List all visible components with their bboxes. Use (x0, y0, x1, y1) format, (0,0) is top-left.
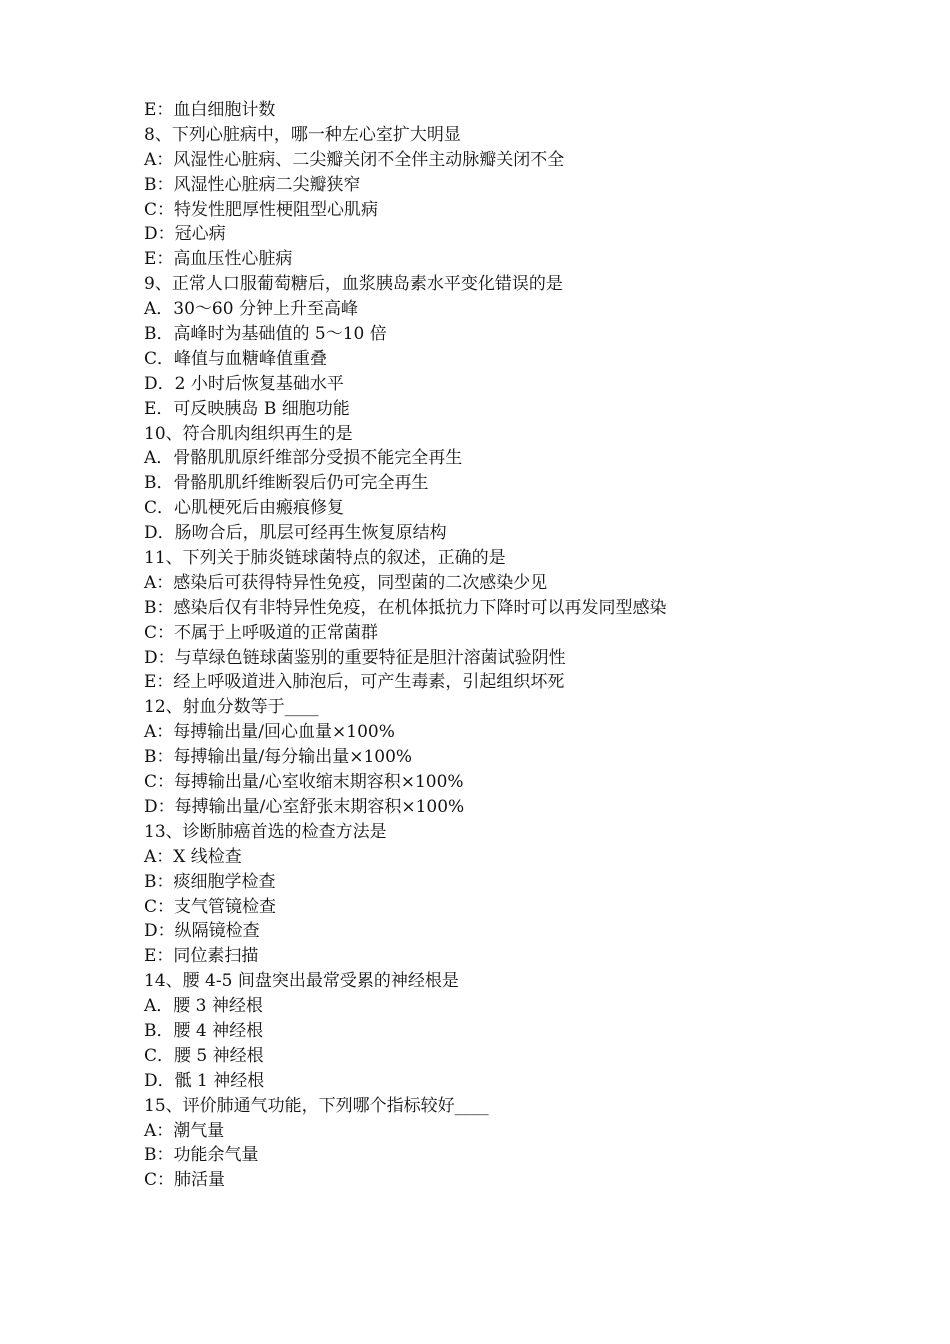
text-line: 13、诊断肺癌首选的检查方法是 (144, 821, 387, 842)
question-text-block (144, 98, 824, 1193)
text-line: B：功能余气量 (144, 1145, 259, 1166)
text-line: A：每搏输出量/回心血量×100% (144, 722, 395, 743)
text-line: B．腰 4 神经根 (144, 1020, 264, 1041)
text-line: B：感染后仅有非特异性免疫，在机体抵抗力下降时可以再发同型感染 (144, 597, 667, 618)
text-line: 9、正常人口服葡萄糖后，血浆胰岛素水平变化错误的是 (144, 274, 563, 295)
text-line: C．腰 5 神经根 (144, 1045, 264, 1066)
text-line: C：肺活量 (144, 1170, 226, 1191)
text-line: A：感染后可获得特异性免疫，同型菌的二次感染少见 (144, 572, 548, 593)
text-line: A．腰 3 神经根 (144, 996, 263, 1017)
text-line: D：冠心病 (144, 224, 226, 245)
text-line: C：特发性肥厚性梗阻型心肌病 (144, 199, 379, 220)
text-line: B：痰细胞学检查 (144, 871, 276, 892)
text-line: B．高峰时为基础值的 5～10 倍 (144, 324, 387, 345)
text-line: D．2 小时后恢复基础水平 (144, 373, 344, 394)
text-line: B：每搏输出量/每分输出量×100% (144, 747, 413, 768)
text-line: E：高血压性心脏病 (144, 249, 293, 270)
text-line: 10、符合肌肉组织再生的是 (144, 423, 353, 444)
text-line: D：纵隔镜检查 (144, 921, 260, 942)
text-line: A：潮气量 (144, 1120, 225, 1141)
text-line: E：血白细胞计数 (144, 100, 276, 120)
text-line: A．骨骼肌肌原纤维部分受损不能完全再生 (144, 448, 463, 469)
text-line: C：每搏输出量/心室收缩末期容积×100% (144, 772, 464, 793)
text-line: E：经上呼吸道进入肺泡后，可产生毒素，引起组织坏死 (144, 672, 565, 693)
text-line: B：风湿性心脏病二尖瓣狭窄 (144, 174, 361, 195)
text-line: A．30～60 分钟上升至高峰 (144, 299, 358, 320)
text-line: B．骨骼肌肌纤维断裂后仍可完全再生 (144, 473, 429, 494)
text-line: 11、下列关于肺炎链球菌特点的叙述，正确的是 (144, 548, 506, 569)
text-line: D．肠吻合后，肌层可经再生恢复原结构 (144, 523, 447, 544)
text-line: 12、射血分数等于____ (144, 697, 319, 718)
text-line: E．可反映胰岛 B 细胞功能 (144, 398, 350, 419)
text-line: 15、评价肺通气功能，下列哪个指标较好____ (144, 1095, 489, 1116)
text-line: D：每搏输出量/心室舒张末期容积×100% (144, 796, 465, 817)
text-line: 8、下列心脏病中，哪一种左心室扩大明显 (144, 124, 461, 145)
text-line: C：不属于上呼吸道的正常菌群 (144, 622, 379, 643)
text-line: D．骶 1 神经根 (144, 1070, 265, 1091)
text-line: C．心肌梗死后由瘢痕修复 (144, 498, 345, 519)
text-line: C：支气管镜检查 (144, 896, 277, 917)
text-line: E：同位素扫描 (144, 946, 259, 967)
text-line: 14、腰 4-5 间盘突出最常受累的神经根是 (144, 971, 459, 992)
text-line: C．峰值与血糖峰值重叠 (144, 348, 328, 369)
text-line: A：X 线检查 (144, 846, 242, 867)
text-line: D：与草绿色链球菌鉴别的重要特征是胆汁溶菌试验阴性 (144, 647, 566, 668)
text-line: A：风湿性心脏病、二尖瓣关闭不全伴主动脉瓣关闭不全 (144, 149, 565, 170)
